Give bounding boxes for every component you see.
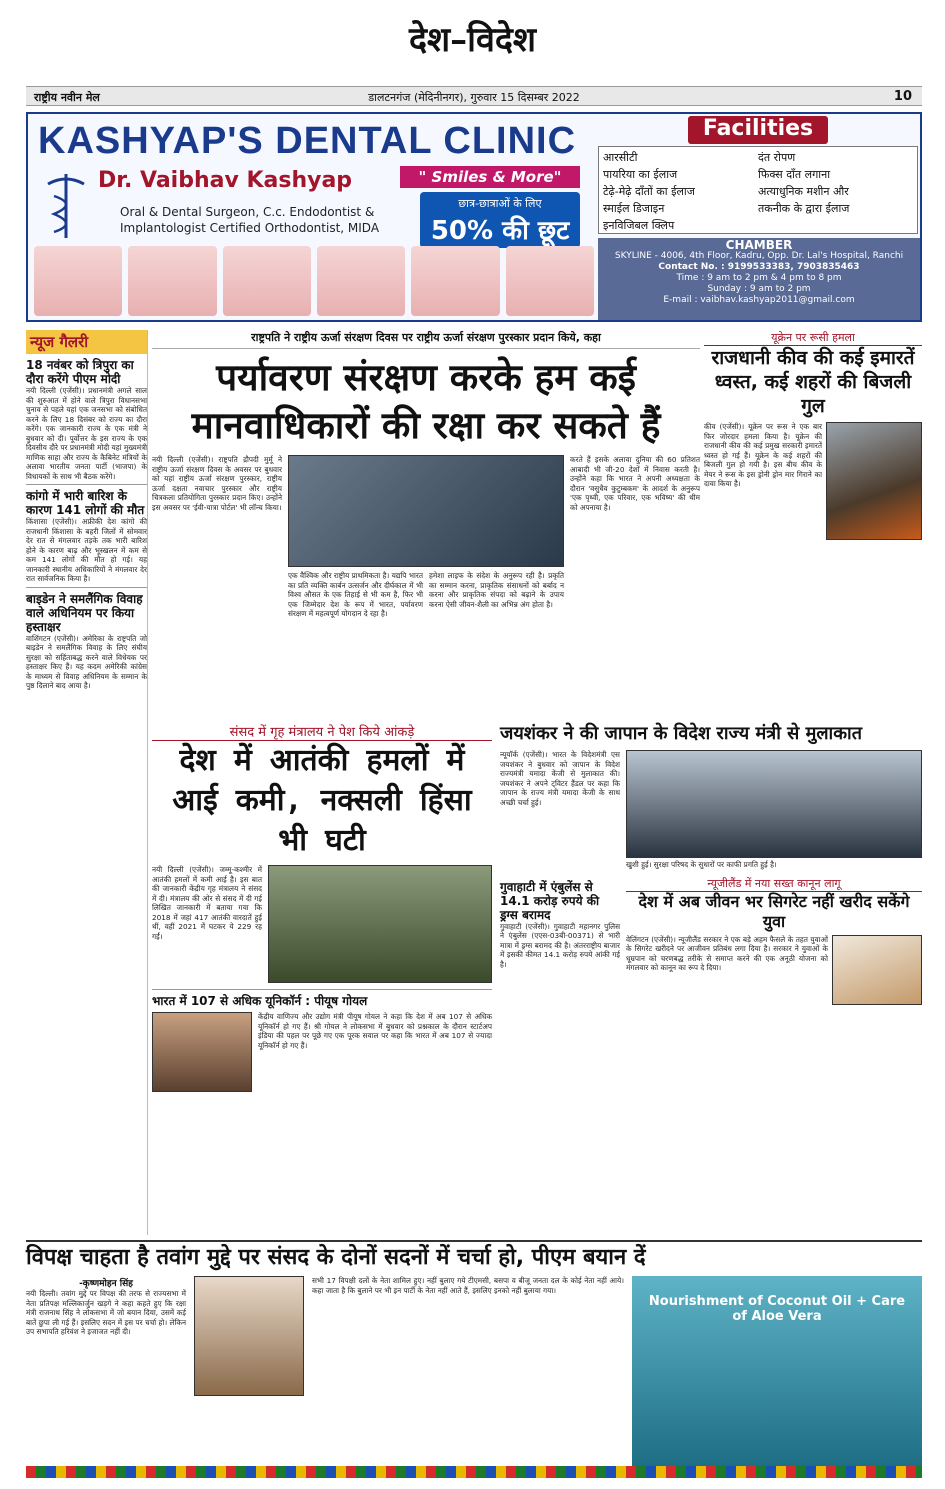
footer-color-bar <box>26 1466 922 1478</box>
lead-headline: पर्यावरण संरक्षण करके हम कई मानवाधिकारों की रक्षा कर सकते हैं <box>191 355 661 447</box>
facilities-right: दंत रोपण फिक्स दाँत लगाना अत्याधुनिक मशीन और तकनीक के द्वारा ईलाज <box>758 151 850 215</box>
nz-headline: देश में अब जीवन भर सिगरेट नहीं खरीद सकेंगे युवा <box>638 891 910 931</box>
teeth-photos <box>34 246 594 316</box>
section-title: देश–विदेश <box>408 20 537 60</box>
divider <box>26 587 147 588</box>
masthead <box>0 0 945 80</box>
discount-box: छात्र-छात्राओं के लिए 50% की छूट <box>420 192 580 248</box>
goyal-photo <box>152 1012 252 1092</box>
gallery-label: न्यूज गैलरी <box>26 330 147 354</box>
ukraine-kicker: यूक्रेन पर रूसी हमला <box>704 330 922 346</box>
unicorn-body: केंद्रीय वाणिज्य और उद्योग मंत्री पीयूष गोयल ने कहा कि देश में अब 107 से अधिक यूनिकॉर्न हो गए हैं। श्री गोयल ने लोकसभा में बुधवार को प्रश्नकाल के दौरान स्टार्टअप इंडिया की पहल पर पूछे गए एक पूरक सवाल पर कहा कि भारत में अब 107 से ज्यादा यूनिकॉर्न हो गए हैं। <box>258 1012 492 1050</box>
ukraine-headline: राजधानी कीव की कई इमारतें ध्वस्त, कई शहरों की बिजली गुल <box>711 347 915 417</box>
drugs-body: गुवाहाटी (एजेंसी)। गुवाहाटी महानगर पुलिस ने एंबुलेंस (एएस-03बी-00371) से भारी मात्रा में ड्रग्स बरामद की है। अंतरराष्ट्रीय बाजार में इसकी कीमत 14.1 करोड़ रुपये आंकी गई है। <box>500 921 620 969</box>
ukraine-story <box>704 330 922 540</box>
brief-body: नयी दिल्ली (एजेंसी)। प्रधानमंत्री अगले साल की शुरुआत में होने वाले त्रिपुरा विधानसभा चुनाव से पहले यहां एक जनसभा को संबोधित करने के लिए 18 दिसंबर को राज्य का दौरा करेंगे। एक जानकारी राज्य के एक मंत्री ने बुधवार को दी। पूर्वोत्तर के इस राज्य के एक दिवसीय दौरे पर प्रधानमंत्री मोदी यहां मुख्यमंत्री माणिक साहा और राज्य के कैबिनेट मंत्रियों के अलावा भारतीय जनता पार्टी (भाजपा) के विधायकों के साथ भी बैठक करेंगे। <box>26 386 147 481</box>
facilities-list <box>598 146 918 234</box>
teeth-photo <box>411 246 499 316</box>
coconut-oil-ad: Nourishment of Coconut Oil + Care of Aloe Vera <box>632 1276 922 1466</box>
brief-headline: बाइडेन ने समलैंगिक विवाह वाले अधिनियम पर किया हस्ताक्षर <box>26 591 143 634</box>
smiles-tagline: " Smiles & More" <box>400 166 580 188</box>
modi-photo <box>194 1276 304 1396</box>
byline: -कृष्णमोहन सिंह <box>79 1279 133 1289</box>
facilities-title: Facilities <box>688 116 828 144</box>
tawang-body: नयी दिल्ली। तवांग मुद्दे पर विपक्ष की तरफ से राज्यसभा में नेता प्रतिपक्ष मल्लिकार्जुन खड़गे ने कहा कहते हुए कि रक्षा मंत्री राजनाथ सिंह ने लोकसभा में जो बयान दिया, उसमें कई बातें छुपा ली गई हैं। इसलिए सदन में इस पर चर्चा हो। लेकिन उप सभापति हरिवंश ने इजाजत नहीं दी। <box>26 1289 186 1336</box>
jaishankar-headline: जयशंकर ने की जापान के विदेश राज्य मंत्री से मुलाकात <box>500 723 862 744</box>
lead-story <box>152 330 700 619</box>
nz-body: वेलिंगटन (एजेंसी)। न्यूजीलैंड सरकार ने एक बड़े अहम फैसले के तहत युवाओं के सिगरेट खरीदने पर आजीवन प्रतिबंध लगा दिया है। सरकार ने युवाओं के धूम्रपान को चरणबद्ध तरीके से समाप्त करने की एक अनूठी योजना को मंगलवार को कानून का रूप दे दिया। <box>626 934 828 972</box>
dateline: डालटनगंज (मेदिनीनगर), गुरुवार 15 दिसम्बर 2022 <box>368 91 580 104</box>
meeting-photo <box>626 750 922 858</box>
clinic-name: KASHYAP'S DENTAL CLINIC <box>38 120 577 162</box>
brief-headline: कांगो में भारी बारिश के कारण 141 लोगों की मौत <box>26 489 145 517</box>
president-photo <box>288 455 564 567</box>
lead-body: एक वैश्विक और राष्ट्रीय प्राथमिकता है। यद्यपि भारत का प्रति व्यक्ति कार्बन उत्सर्जन और दीर्घकाल में भी विश्व औसत के एक तिहाई से भी कम है, फिर भी एक जिम्मेदार देश के रूप में भारत, पर्यावरण संरक्षण में महत्वपूर्ण योगदान दे रहा है। <box>288 571 423 618</box>
paper-name: राष्ट्रीय नवीन मेल <box>34 91 100 104</box>
tawang-headline: विपक्ष चाहता है तवांग मुद्दे पर संसद के दोनों सदनों में चर्चा हो, पीएम बयान दें <box>26 1240 922 1272</box>
lead-body: हमेशा लाइफ के संदेश के अनुरूप रही है। प्रकृति का सम्मान करना, प्राकृतिक संसाधनों को बर्बाद न करना और प्राकृतिक संपदा को बढ़ाने के उपाय करना ऐसी जीवन-शैली का अभिन्न अंग होता है। <box>429 571 564 609</box>
kyiv-building-photo <box>826 422 922 540</box>
facilities-left: आरसीटी पायरिया का ईलाज टेढ़े-मेढ़े दाँतों का ईलाज स्माईल डिजाइन इनविजिबल क्लिप <box>603 151 695 232</box>
lead-body: नयी दिल्ली (एजेंसी)। राष्ट्रपति द्रौपदी मुर्मू ने राष्ट्रीय ऊर्जा संरक्षण दिवस के अवसर पर बुधवार को यहां राष्ट्रीय ऊर्जा संरक्षण पुरस्कार, राष्ट्रीय ऊर्जा दक्षता नवाचार पुरस्कार और राष्ट्रीय चित्रकला प्रतियोगिता पुरस्कार प्रदान किए। उन्होंने इस अवसर पर 'ईवी-यात्रा पोर्टल' भी लॉन्च किया। <box>152 455 282 512</box>
nz-kicker: न्यूजीलैंड में नया सख्त कानून लागू <box>626 876 922 892</box>
teeth-photo <box>506 246 594 316</box>
cigarette-photo <box>832 935 922 1005</box>
jaishankar-story <box>500 722 922 1005</box>
lead-kicker: राष्ट्रपति ने राष्ट्रीय ऊर्जा संरक्षण दिवस पर राष्ट्रीय ऊर्जा संरक्षण पुरस्कार प्रदान किये, कहा <box>152 330 700 349</box>
teeth-photo <box>317 246 405 316</box>
chamber-box: CHAMBER SKYLINE - 4006, 4th Floor, Kadru, Opp. Dr. Lal's Hospital, Ranchi Contact No. : 9199533383, 7903835463 Time : 9 am to 2 pm & 4 pm to 8 pm Sunday : 9 am to 2 pm E-mail : vaibhav.kashyap2011@gmail.com <box>598 238 920 320</box>
tawang-body: सभी 17 विपक्षी दलों के नेता शामिल हुए। नहीं बुलाए गये टीएमसी, बसपा व बीजू जनता दल के कोई नेता नहीं आये। कहा जाता है कि बुलाने पर भी इन पार्टी के नेता नहीं आते हैं, इसलिए इनको नहीं बुलाया गया। <box>312 1276 624 1295</box>
terror-body: नयी दिल्ली (एजेंसी)। जम्मू-कश्मीर में आतंकी हमलों में कमी आई है। इस बात की जानकारी केंद्रीय गृह मंत्रालय ने संसद में दी। मंत्रालय की ओर से संसद में दी गई लिखित जानकारी में बताया गया कि 2018 में जहां 417 आतंकी वारदातें हुई थीं, वहीं 2021 में घटकर ये 229 रह गईं। <box>152 865 262 941</box>
ukraine-body: कीव (एजेंसी)। यूक्रेन पर रूस ने एक बार फिर जोरदार हमला किया है। यूक्रेन की राजधानी कीव की कई प्रमुख सरकारी इमारतें ध्वस्त हो गई हैं। यूक्रेन के कई शहरों की बिजली गुल हो गयी है। इस बीच कीव के मेयर ने रूस के इस ड्रोनी ड्रोन मार गिराने का दावा किया है। <box>704 422 822 488</box>
doctor-degree: Oral & Dental Surgeon, C.c. Endodontist & Implantologist Certified Orthodontist, MIDA <box>120 205 380 235</box>
lead-body: करते हैं इसके अलावा दुनिया की 60 प्रतिशत आबादी भी जी-20 देशों में निवास करती है। उन्होंने कहा कि भारत ने अपनी अध्यक्षता के दौरान 'वसुधैव कुटुम्बकम' के आदर्श के अनुरूप 'एक पृथ्वी, एक परिवार, एक भविष्य' की थीम को अपनाया है। <box>570 455 700 512</box>
doctor-name: Dr. Vaibhav Kashyap <box>98 168 353 193</box>
teeth-photo <box>128 246 216 316</box>
brief-headline: 18 नवंबर को त्रिपुरा का दौरा करेंगे पीएम मोदी <box>26 358 134 386</box>
terror-story <box>152 722 492 1092</box>
page-number: 10 <box>893 89 912 104</box>
soldiers-photo <box>268 865 492 983</box>
caduceus-icon <box>42 170 90 240</box>
photo-caption: खुशी हुई। सुरक्षा परिषद के सुधारों पर काफी प्रगति हुई है। <box>626 860 777 869</box>
divider <box>26 484 147 485</box>
tawang-story <box>26 1240 922 1466</box>
terror-headline: देश में आतंकी हमलों में आई कमी, नक्सली हिंसा भी घटी <box>172 743 472 858</box>
unicorn-headline: भारत में 107 से अधिक यूनिकॉर्न : पीयूष गोयल <box>152 989 492 1009</box>
teeth-photo <box>34 246 122 316</box>
date-band <box>26 86 922 106</box>
drugs-headline: गुवाहाटी में एंबुलेंस से 14.1 करोड़ रुपये की ड्रग्स बरामद <box>500 879 600 922</box>
news-gallery <box>26 330 148 1235</box>
jaishankar-body: न्यूयॉर्क (एजेंसी)। भारत के विदेशमंत्री एस जयशंकर ने बुधवार को जापान के विदेश राज्यमंत्री यमादा केंजी से मुलाकात की। जयशंकर ने अपने ट्विटर हैंडल पर कहा कि जापान के राज्य मंत्री यमादा केंजी के साथ अच्छी चर्चा हुई। <box>500 750 620 807</box>
teeth-photo <box>223 246 311 316</box>
brief-body: किंशासा (एजेंसी)। अफ्रीकी देश कांगो की राजधानी किंशासा के बहरी जिलों में सोमवार देर रात से मंगलवार तड़के तक भारी बारिश होने के कारण बाढ़ और भूस्खलन में कम से कम 141 लोगों की मौत हो गई। यह जानकारी स्थानीय अधिकारियों ने मंगलवार देर रात सार्वजनिक किया है। <box>26 517 147 583</box>
brief-body: वाशिंगटन (एजेंसी)। अमेरिका के राष्ट्रपति जो बाइडेन ने समलैंगिक विवाह के लिए संघीय सुरक्षा को सहिंताबद्ध करने वाले विधेयक पर हस्ताक्षर किए हैं। यह कदम अमेरिकी कांग्रेस के माध्यम से विवाह अधिनियम के सम्मान के पुष्ठ दिलाने बाद आया है। <box>26 633 147 690</box>
dental-clinic-ad <box>26 112 922 322</box>
terror-kicker: संसद में गृह मंत्रालय ने पेश किये आंकड़े <box>152 722 492 741</box>
